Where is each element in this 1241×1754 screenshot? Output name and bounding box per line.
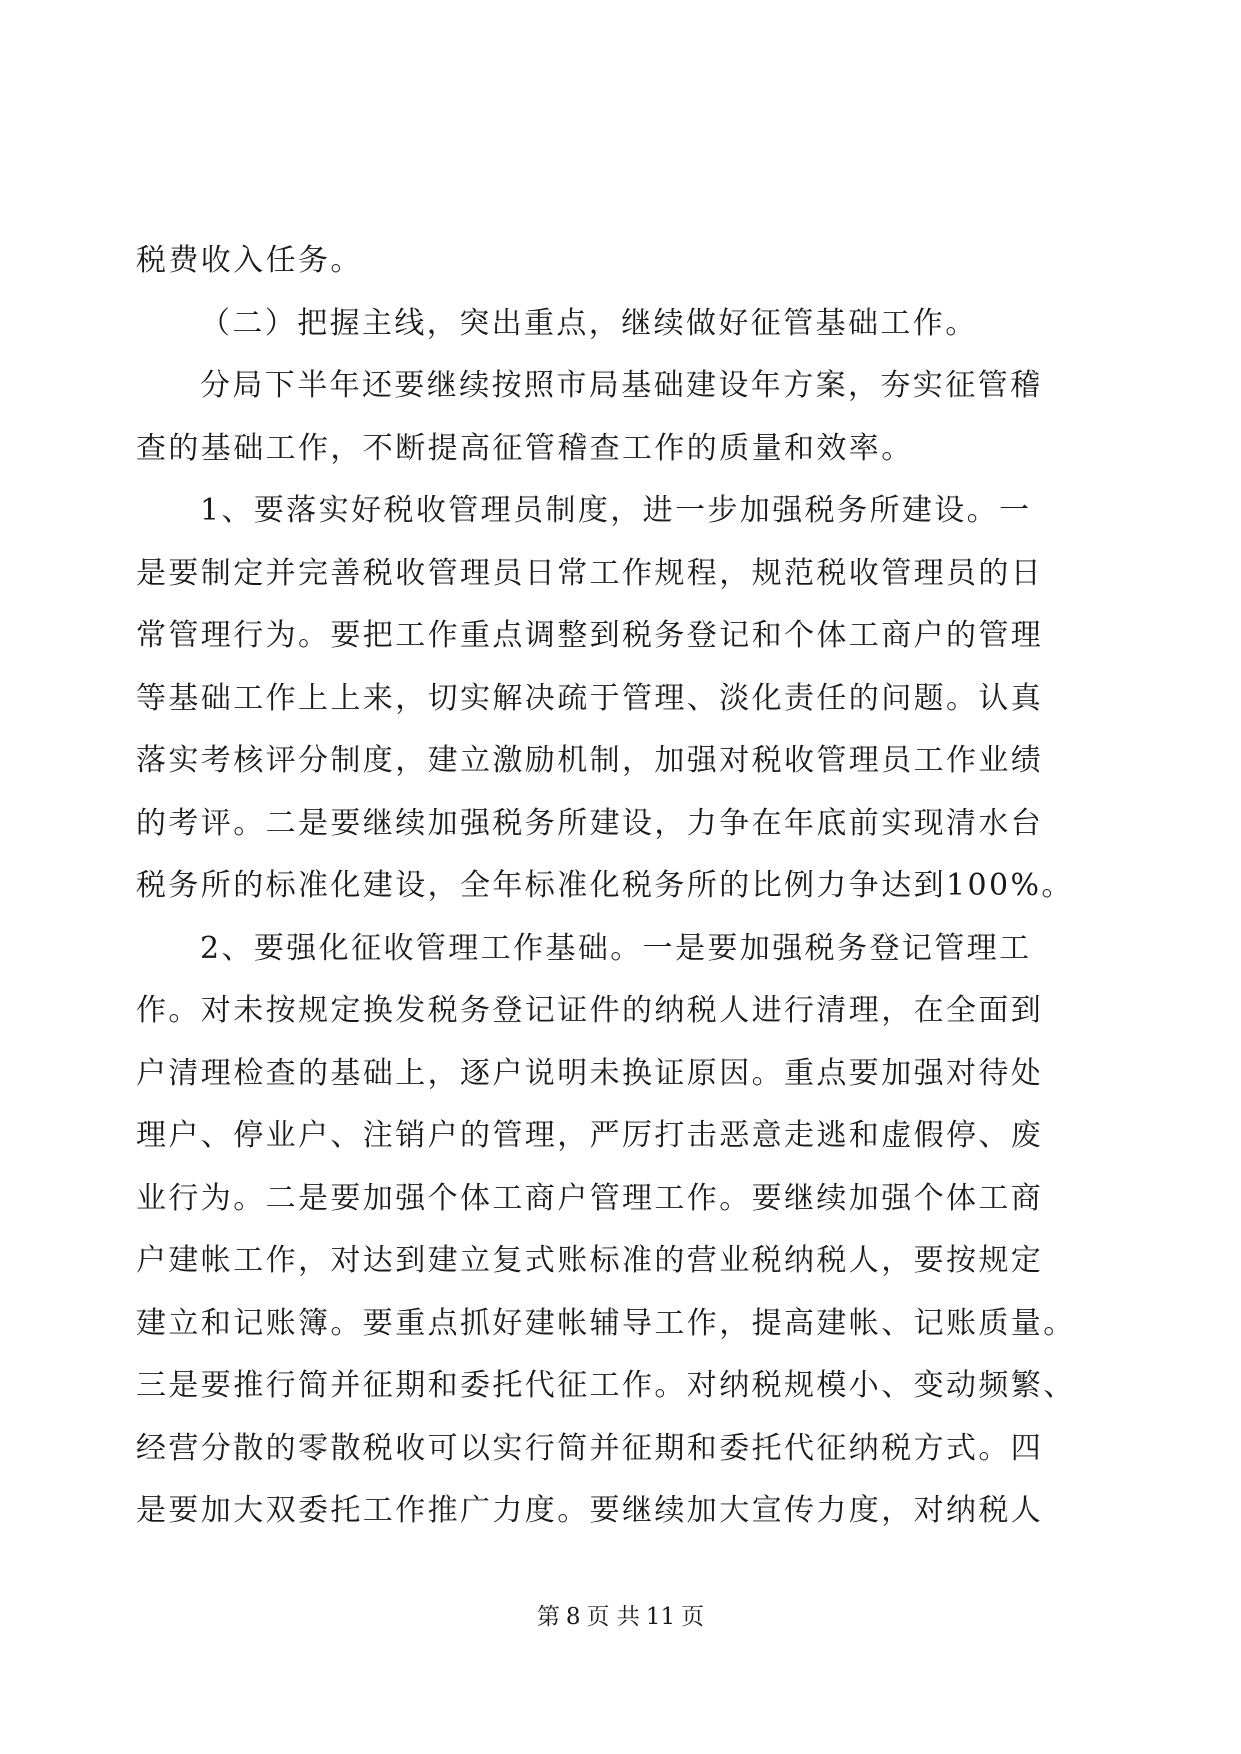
text-line: 查的基础工作，不断提高征管稽查工作的质量和效率。 [136,430,914,466]
text-line: 业行为。二是要加强个体工商户管理工作。要继续加强个体工商 [136,1180,1044,1216]
text-line: 户清理检查的基础上，逐户说明未换证原因。重点要加强对待处 [136,1055,1044,1091]
page-suffix: 页 [681,1604,705,1630]
text-line: 常管理行为。要把工作重点调整到税务登记和个体工商户的管理 [136,618,1044,653]
page-prefix: 第 [536,1604,560,1630]
page-mid: 页 共 [586,1604,640,1630]
text-line: （二）把握主线，突出重点，继续做好征管基础工作。 [200,305,978,341]
document-body [136,230,1106,1543]
text-line: 落实考核评分制度，建立激励机制，加强对税收管理员工作业绩 [136,743,1044,778]
text-line: 1、要落实好税收管理员制度，进一步加强税务所建设。一 [200,493,1032,528]
text-line: 建立和记账簿。要重点抓好建帐辅导工作，提高建帐、记账质量。 [136,1305,1076,1341]
page-current: 8 [565,1604,581,1630]
page-footer [0,1602,1241,1632]
text-line: 分局下半年还要继续按照市局基础建设年方案，夯实征管稽 [200,368,1043,403]
text-line: 作。对未按规定换发税务登记证件的纳税人进行清理，在全面到 [136,993,1044,1028]
text-line: 的考评。二是要继续加强税务所建设，力争在年底前实现清水台 [136,805,1044,841]
text-line: 等基础工作上上来，切实解决疏于管理、淡化责任的问题。认真 [136,680,1044,716]
text-line: 税费收入任务。 [136,243,363,278]
text-line: 理户、停业户、注销户的管理，严厉打击恶意走逃和虚假停、废 [136,1118,1044,1153]
page-total: 11 [645,1604,676,1630]
text-line: 户建帐工作，对达到建立复式账标准的营业税纳税人，要按规定 [136,1243,1044,1278]
text-line: 是要制定并完善税收管理员日常工作规程，规范税收管理员的日 [136,555,1044,591]
text-line: 2、要强化征收管理工作基础。一是要加强税务登记管理工 [200,930,1032,966]
text-line: 是要加大双委托工作推广力度。要继续加大宣传力度，对纳税人 [136,1493,1044,1528]
text-line: 三是要推行简并征期和委托代征工作。对纳税规模小、变动频繁、 [136,1368,1076,1403]
text-line: 税务所的标准化建设，全年标准化税务所的比例力争达到100%。 [136,868,1074,903]
text-line: 经营分散的零散税收可以实行简并征期和委托代征纳税方式。四 [136,1430,1044,1466]
